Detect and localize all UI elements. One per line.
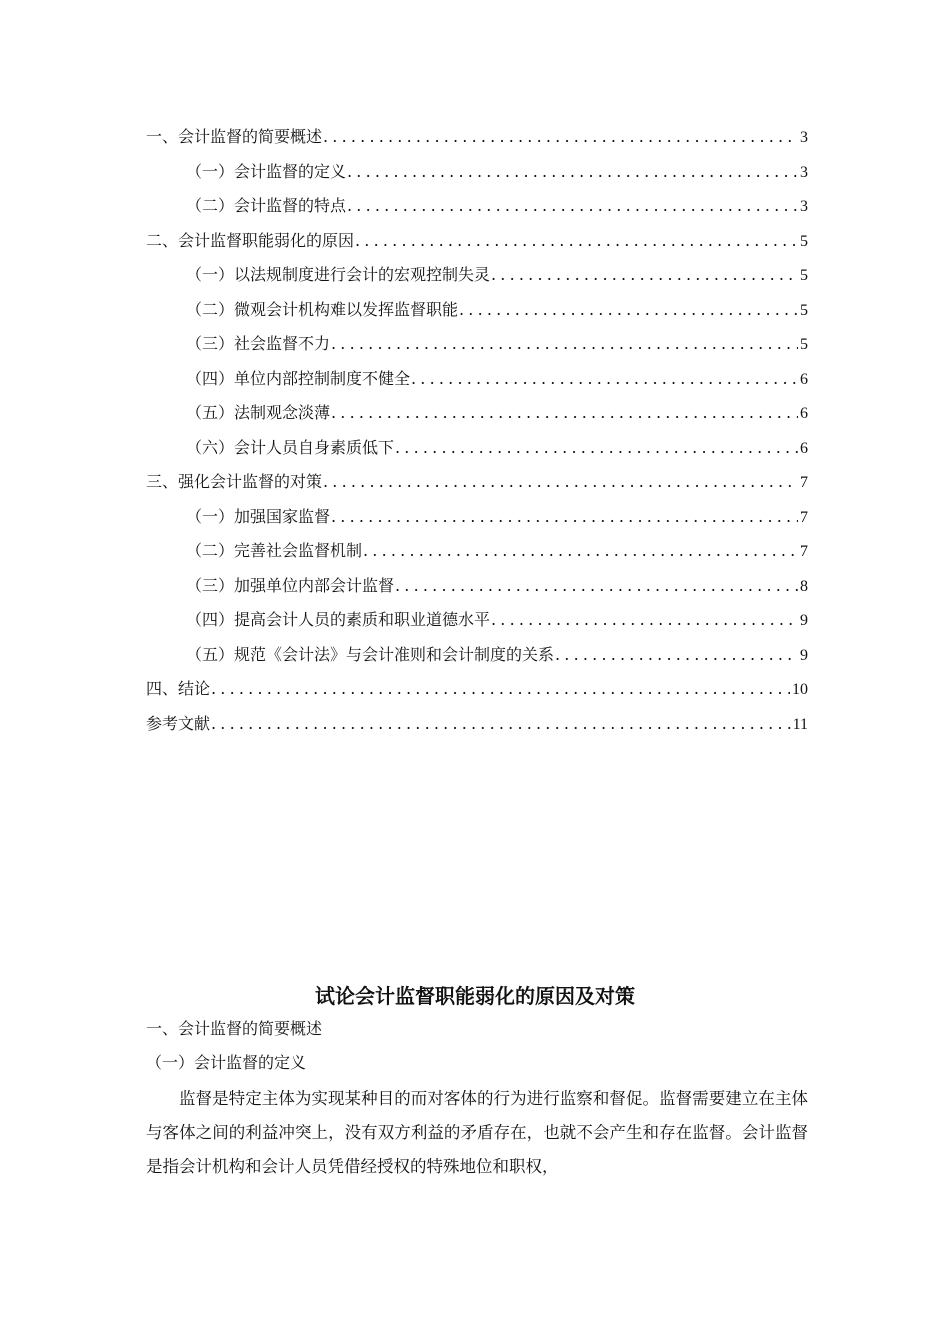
toc-page-number: 5 [800, 301, 808, 319]
toc-entry[interactable] [146, 258, 808, 293]
toc-entry-text: （三）社会监督不力 [186, 334, 331, 353]
toc-leader-dots [211, 672, 790, 707]
toc-leader-dots [355, 224, 798, 259]
toc-entry[interactable] [146, 362, 808, 397]
toc-page-number: 6 [800, 439, 808, 457]
toc-entry[interactable] [146, 465, 808, 500]
toc-leader-dots [323, 120, 798, 155]
toc-entry[interactable] [146, 534, 808, 569]
toc-leader-dots [491, 603, 798, 638]
toc-entry[interactable] [146, 431, 808, 466]
toc-leader-dots [555, 638, 798, 673]
toc-entry-text: 三、强化会计监督的对策 [146, 472, 323, 491]
toc-leader-dots [331, 396, 798, 431]
toc-entry[interactable] [146, 120, 808, 155]
toc-entry-text: 参考文献 [146, 713, 211, 733]
toc-entry[interactable] [146, 189, 808, 224]
toc-page-number: 5 [800, 336, 808, 353]
toc-entry-text: （一）以法规制度进行会计的宏观控制失灵 [186, 265, 491, 284]
toc-entry-text: （二）微观会计机构难以发挥监督职能 [186, 299, 459, 319]
toc-page-number: 10 [792, 681, 808, 698]
toc-page-number: 3 [800, 198, 808, 215]
toc-entry-text: （一）会计监督的定义 [186, 161, 347, 181]
toc-entry[interactable] [146, 603, 808, 638]
toc-entry[interactable] [146, 638, 808, 673]
toc-entry-text: （二）会计监督的特点 [186, 196, 347, 215]
toc-entry-text: 一、会计监督的简要概述 [146, 127, 323, 146]
toc-page-number: 5 [800, 267, 808, 284]
toc-page-number: 7 [800, 474, 808, 491]
toc-leader-dots [395, 431, 798, 466]
toc-page-number: 6 [800, 370, 808, 388]
toc-leader-dots [491, 258, 798, 293]
toc-leader-dots [411, 362, 798, 397]
table-of-contents [146, 120, 808, 741]
toc-entry-text: （一）加强国家监督 [186, 506, 331, 526]
toc-leader-dots [459, 293, 798, 328]
toc-page-number: 11 [792, 715, 808, 733]
toc-page-number: 7 [800, 543, 808, 560]
toc-entry[interactable] [146, 293, 808, 328]
toc-entry[interactable] [146, 155, 808, 190]
toc-page-number: 9 [800, 612, 808, 629]
toc-page-number: 3 [800, 129, 808, 146]
toc-entry-text: 四、结论 [146, 679, 211, 698]
toc-page-number: 9 [800, 646, 808, 664]
body-paragraph: 监督是特定主体为实现某种目的而对客体的行为进行监察和督促。监督需要建立在主体与客体之间的利益冲突上，没有双方利益的矛盾存在，也就不会产生和存在监督。会计监督是指会计机构和会计人员凭借经授权的特殊地位和职权， [146, 1089, 808, 1176]
toc-leader-dots [211, 707, 791, 742]
section-heading: 一、会计监督的简要概述 [146, 1019, 323, 1038]
toc-leader-dots [331, 500, 798, 535]
toc-leader-dots [347, 155, 798, 190]
toc-leader-dots [363, 534, 798, 569]
toc-entry-text: 二、会计监督职能弱化的原因 [146, 230, 355, 250]
document-title: 试论会计监督职能弱化的原因及对策 [315, 984, 635, 1008]
toc-entry[interactable] [146, 569, 808, 604]
toc-page-number: 3 [800, 163, 808, 181]
toc-entry[interactable] [146, 224, 808, 259]
toc-entry-text: （五）法制观念淡薄 [186, 403, 331, 422]
subsection-heading: （一）会计监督的定义 [146, 1053, 307, 1072]
toc-entry[interactable] [146, 396, 808, 431]
toc-entry-text: （三）加强单位内部会计监督 [186, 575, 395, 595]
toc-entry[interactable] [146, 672, 808, 707]
toc-leader-dots [331, 327, 798, 362]
toc-entry[interactable] [146, 327, 808, 362]
toc-entry-text: （五）规范《会计法》与会计准则和会计制度的关系 [186, 644, 555, 664]
toc-entry-text: （四）单位内部控制制度不健全 [186, 368, 411, 388]
toc-page-number: 5 [800, 232, 808, 250]
toc-page-number: 8 [800, 577, 808, 595]
toc-page-number: 7 [800, 508, 808, 526]
toc-entry-text: （六）会计人员自身素质低下 [186, 437, 395, 457]
toc-entry-text: （四）提高会计人员的素质和职业道德水平 [186, 610, 491, 629]
toc-entry[interactable] [146, 500, 808, 535]
toc-page-number: 6 [800, 405, 808, 422]
toc-leader-dots [323, 465, 798, 500]
toc-leader-dots [395, 569, 798, 604]
toc-leader-dots [347, 189, 798, 224]
toc-entry-text: （二）完善社会监督机制 [186, 541, 363, 560]
toc-entry[interactable] [146, 707, 808, 742]
